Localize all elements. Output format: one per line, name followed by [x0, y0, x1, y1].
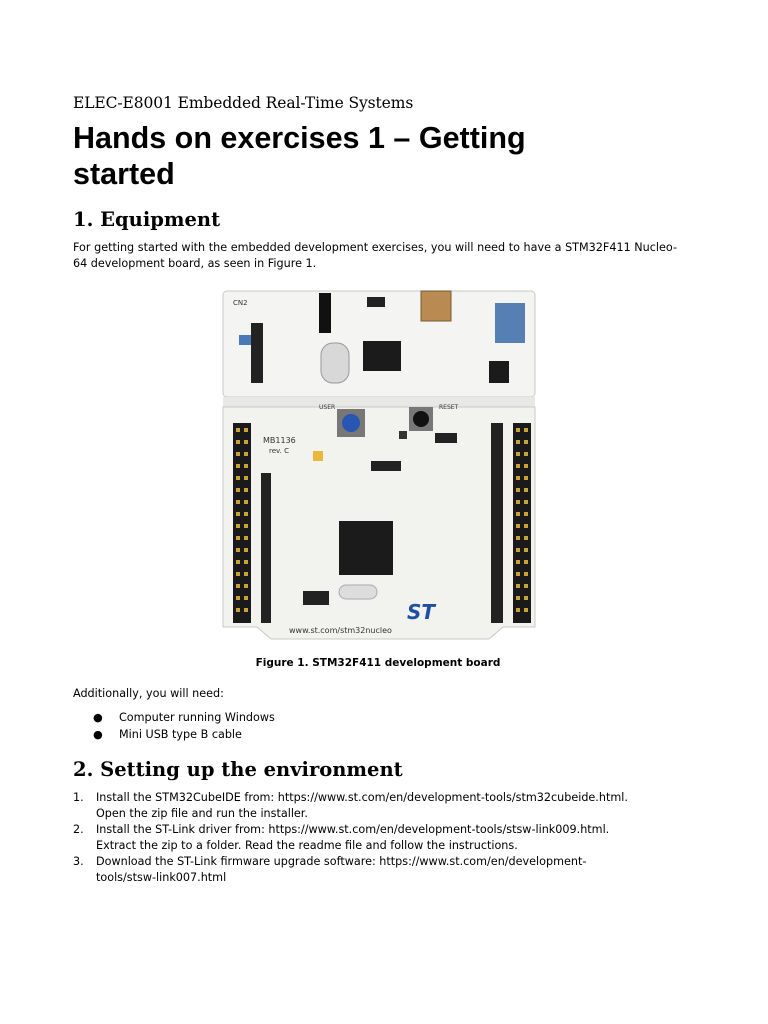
list-item-text: Mini USB type B cable [119, 727, 242, 741]
list-item-text: Computer running Windows [119, 711, 275, 724]
st-logo: ST [407, 600, 436, 624]
step-line: Install the STM32CubeIDE from: https://www.st.com/en/development-tools/stm32cubeide.html. [96, 791, 628, 804]
additional-intro: Additionally, you will need: [73, 687, 224, 700]
section-heading-environment: 2. Setting up the environment [73, 758, 403, 781]
course-name: ELEC-E8001 Embedded Real-Time Systems [73, 94, 414, 112]
setup-steps [73, 790, 683, 886]
additional-list [93, 710, 275, 743]
step-item [73, 822, 683, 854]
board-label-mb: MB1136 [263, 436, 296, 445]
board-label-url: www.st.com/stm32nucleo [289, 626, 392, 635]
board-label-reset: RESET [439, 404, 459, 411]
step-number: 3. [73, 855, 84, 868]
board-label-cn2: CN2 [233, 299, 248, 307]
list-item [93, 727, 275, 744]
equipment-intro: For getting started with the embedded development exercises, you will need to have a STM32F411 Nucleo-64 development board, as seen in Figure 1. [73, 241, 677, 270]
step-line: tools/stsw-link007.html [96, 871, 227, 884]
list-item [93, 710, 275, 727]
figure-caption: Figure 1. STM32F411 development board [255, 657, 501, 669]
board-label-rev: rev. C [269, 447, 289, 455]
bullet-icon: ● [93, 727, 103, 741]
step-line: Install the ST-Link driver from: https://www.st.com/en/development-tools/stsw-link009.html. [96, 823, 610, 836]
step-item [73, 790, 683, 822]
step-line: Open the zip file and run the installer. [96, 807, 308, 820]
step-item [73, 854, 683, 886]
board-label-user: USER [319, 404, 336, 411]
step-line: Extract the zip to a folder. Read the readme file and follow the instructions. [96, 839, 518, 852]
section-heading-equipment: 1. Equipment [73, 208, 221, 231]
step-number: 2. [73, 823, 84, 836]
step-number: 1. [73, 791, 84, 804]
bullet-icon: ● [93, 711, 103, 724]
board-figure [221, 283, 537, 641]
nucleo-board-image [221, 283, 537, 641]
page-title: Hands on exercises 1 – Getting started [73, 121, 526, 191]
step-line: Download the ST-Link firmware upgrade software: https://www.st.com/en/development- [96, 855, 587, 868]
